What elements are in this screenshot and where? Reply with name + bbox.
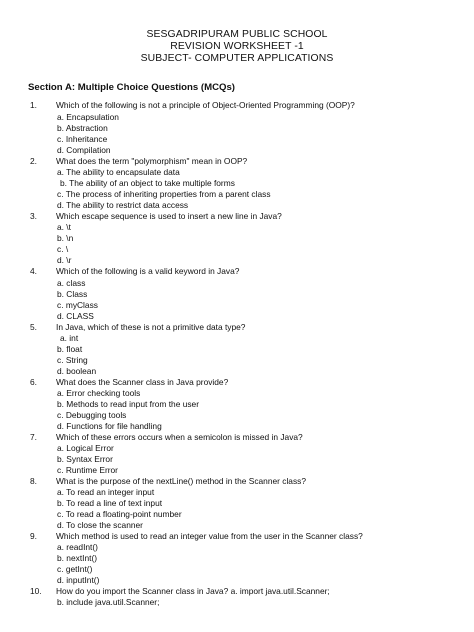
option: c. Debugging tools (57, 410, 127, 420)
question-4 (30, 266, 239, 276)
question-text: Which of the following is not a principle of Object-Oriented Programming (OOP)? (56, 100, 355, 110)
question-5 (30, 322, 245, 332)
option: c. String (57, 355, 88, 365)
option: d. Compilation (57, 145, 111, 155)
option: c. To read a floating-point number (57, 509, 182, 519)
question-text: In Java, which of these is not a primitive data type? (56, 322, 246, 332)
option: a. Logical Error (57, 443, 114, 453)
question-7 (30, 432, 303, 442)
option: b. nextInt() (57, 553, 98, 563)
question-text: Which escape sequence is used to insert a new line in Java? (56, 211, 282, 221)
option: b. Abstraction (57, 123, 108, 133)
option: b. include java.util.Scanner; (57, 597, 160, 607)
option: d. Functions for file handling (57, 421, 162, 431)
option: d. CLASS (57, 311, 94, 321)
option: b. float (57, 344, 83, 354)
option: b. \n (57, 233, 74, 243)
question-text: Which of these errors occurs when a semicolon is missed in Java? (56, 432, 303, 442)
question-number: 1. (30, 100, 37, 110)
option: a. Error checking tools (57, 388, 141, 398)
question-10 (30, 586, 330, 596)
option: a. Encapsulation (57, 112, 119, 122)
question-text: How do you import the Scanner class in Java? a. import java.util.Scanner; (56, 586, 330, 596)
option: c. \ (57, 244, 69, 254)
question-number: 5. (30, 322, 37, 332)
option: d. inputInt() (57, 575, 100, 585)
option: b. Syntax Error (57, 454, 113, 464)
question-text: Which of the following is a valid keyword in Java? (56, 266, 240, 276)
option: b. Class (57, 289, 88, 299)
option: a. class (57, 278, 86, 288)
subject-title: SUBJECT- COMPUTER APPLICATIONS (140, 53, 334, 64)
option: d. To close the scanner (57, 520, 143, 530)
question-number: 6. (30, 377, 37, 387)
question-number: 10. (30, 586, 42, 596)
option: a. To read an integer input (57, 487, 155, 497)
question-text: Which method is used to read an integer value from the user in the Scanner class? (56, 531, 363, 541)
option: a. The ability to encapsulate data (57, 167, 180, 177)
question-number: 4. (30, 266, 37, 276)
section-heading: Section A: Multiple Choice Questions (MCQs) (28, 82, 235, 93)
option: d. The ability to restrict data access (57, 200, 189, 210)
option: d. \r (57, 255, 72, 265)
question-text: What does the Scanner class in Java provide? (56, 377, 229, 387)
question-8 (30, 476, 306, 486)
option: c. Inheritance (57, 134, 108, 144)
question-6 (30, 377, 228, 387)
option: c. myClass (57, 300, 98, 310)
question-number: 2. (30, 156, 37, 166)
option: c. getInt() (57, 564, 93, 574)
option: d. boolean (57, 366, 97, 376)
worksheet-title: REVISION WORKSHEET -1 (170, 41, 304, 52)
question-9 (30, 531, 363, 541)
option: a. int (60, 333, 79, 343)
question-3 (30, 211, 282, 221)
option: c. The process of inheriting properties from a parent class (57, 189, 271, 199)
option: c. Runtime Error (57, 465, 118, 475)
question-number: 9. (30, 531, 37, 541)
option: b. The ability of an object to take multiple forms (60, 178, 235, 188)
question-text: What does the term "polymorphism" mean in OOP? (56, 156, 248, 166)
question-1 (30, 100, 355, 110)
option: b. To read a line of text input (57, 498, 163, 508)
question-2 (30, 156, 247, 166)
question-number: 7. (30, 432, 37, 442)
question-number: 8. (30, 476, 37, 486)
option: a. \t (57, 222, 71, 232)
question-number: 3. (30, 211, 37, 221)
school-name: SESGADRIPURAM PUBLIC SCHOOL (146, 29, 328, 40)
question-text: What is the purpose of the nextLine() method in the Scanner class? (56, 476, 306, 486)
option: a. readInt() (57, 542, 98, 552)
option: b. Methods to read input from the user (57, 399, 199, 409)
